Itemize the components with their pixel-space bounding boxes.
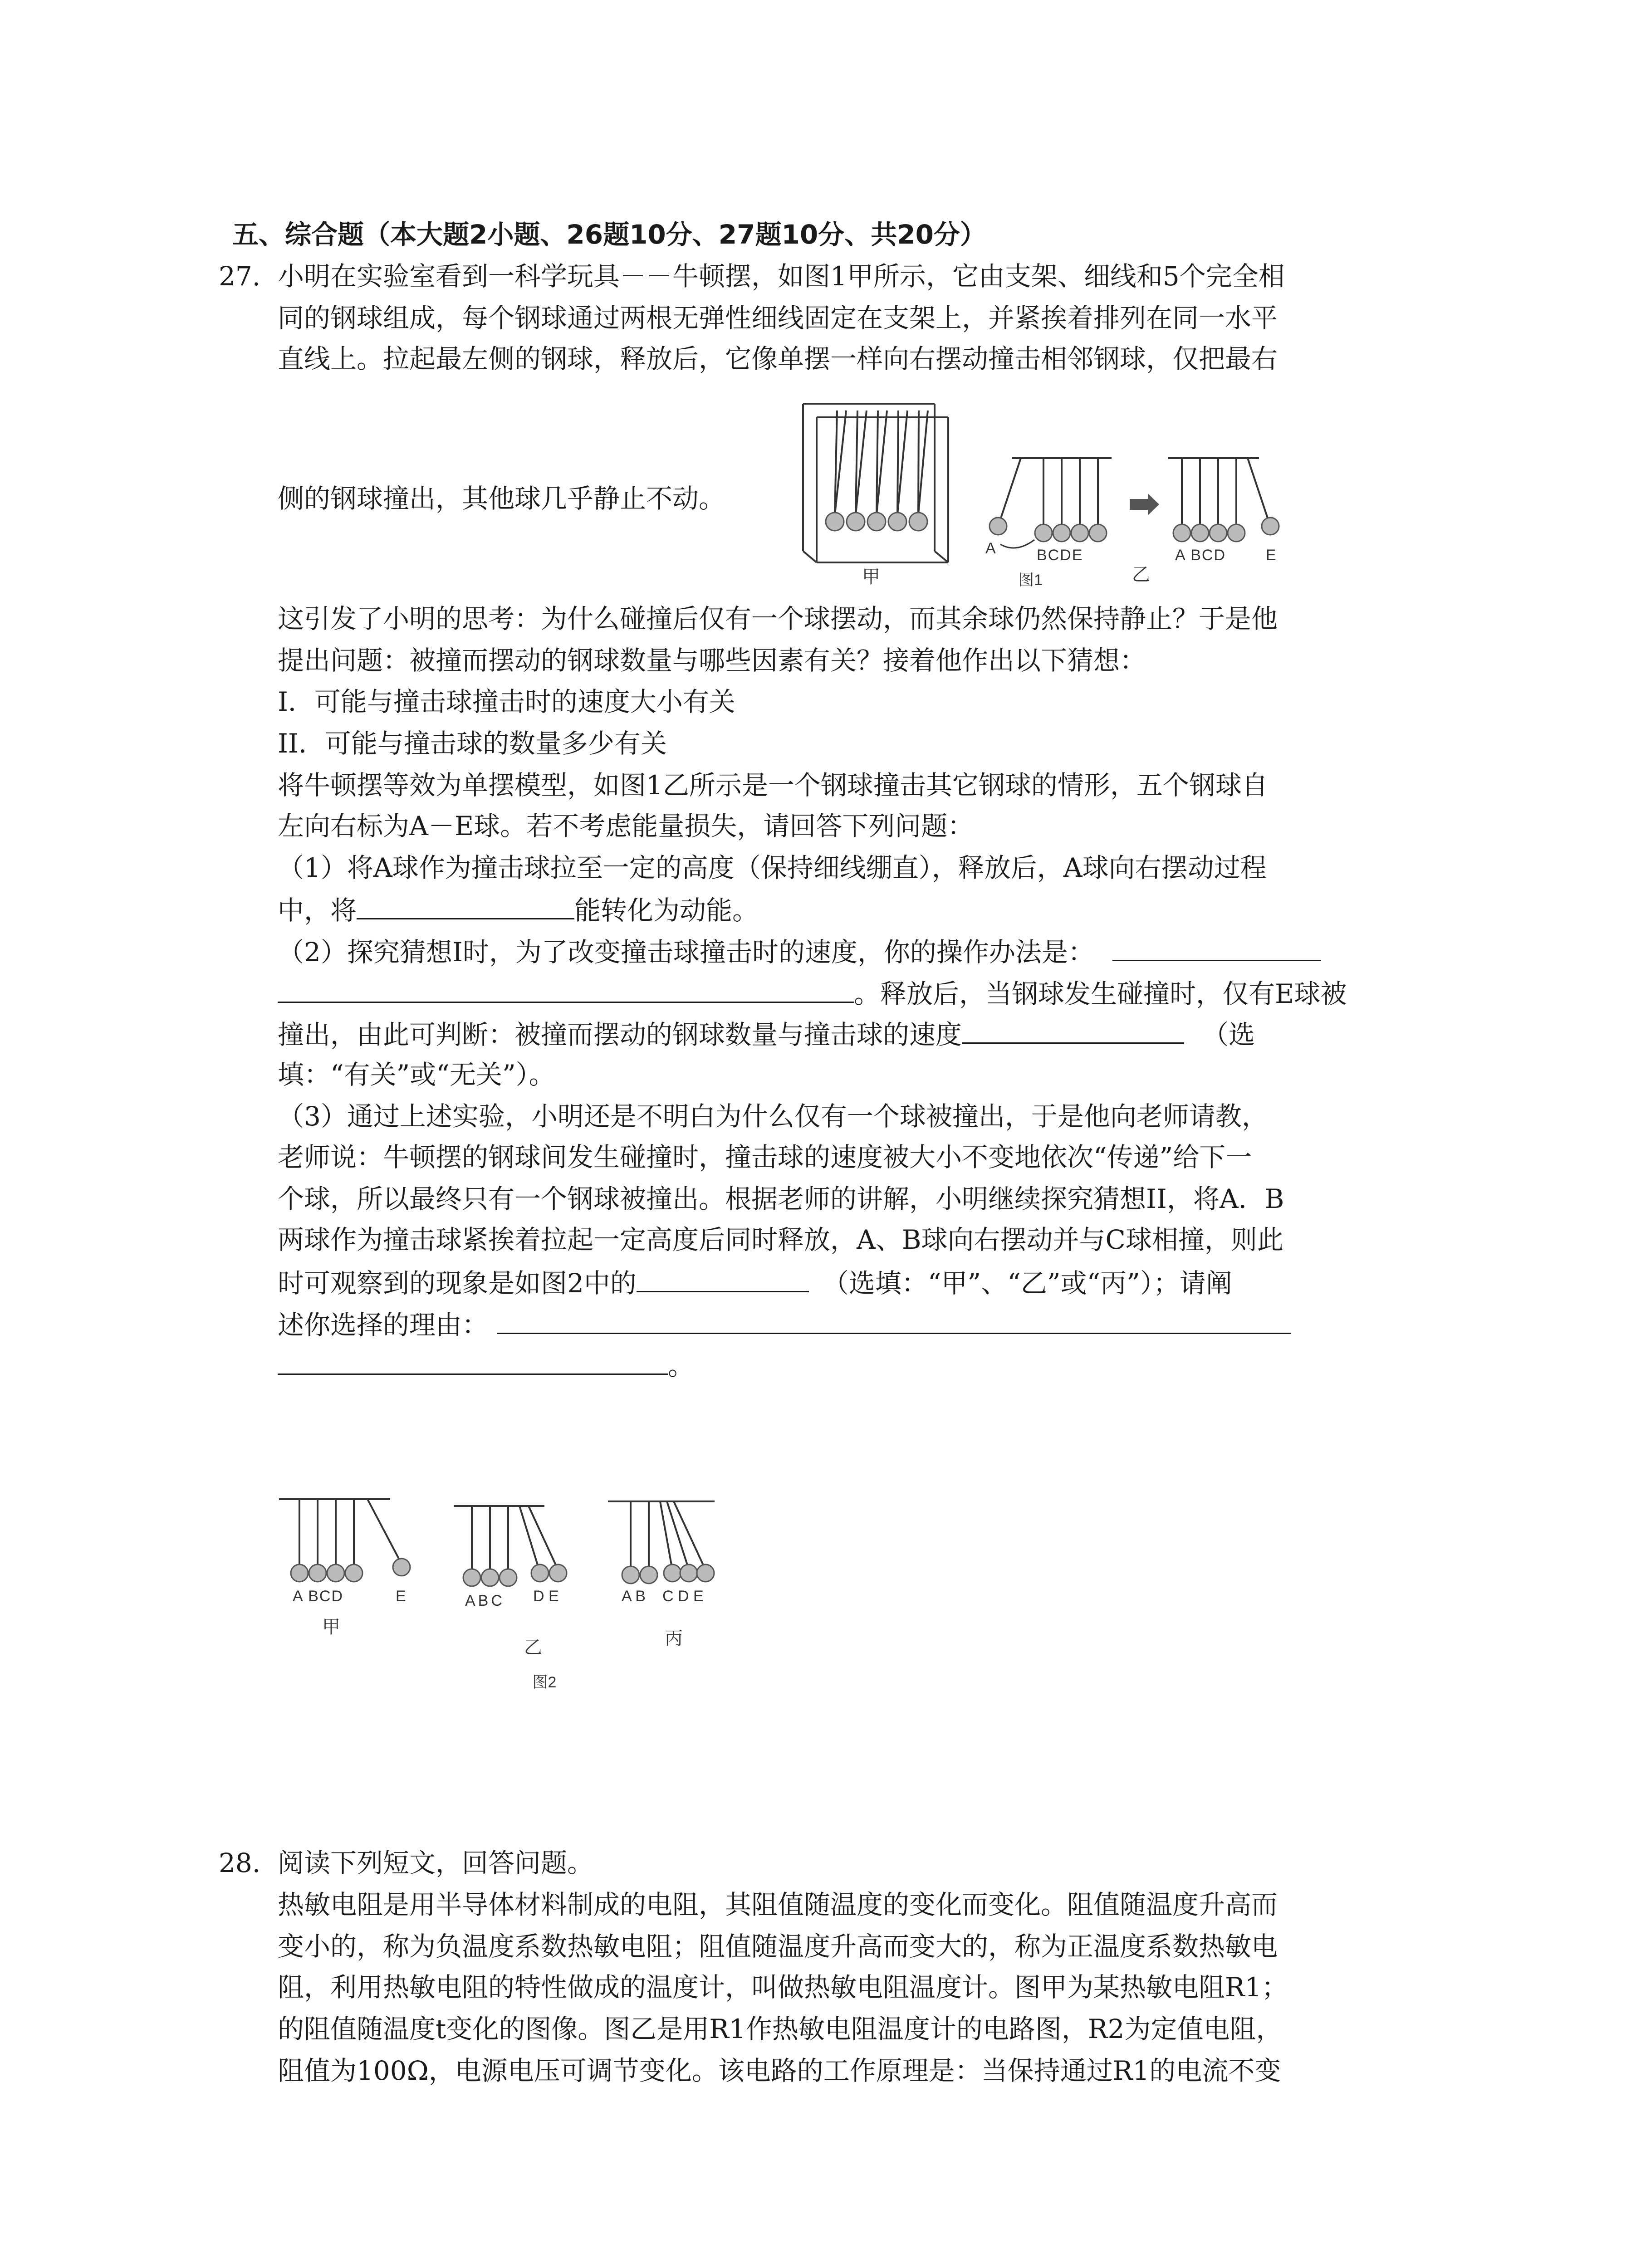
q27-answer-blank-2a[interactable] <box>1112 937 1321 961</box>
q27-answer-blank-3c[interactable] <box>278 1351 668 1375</box>
q27-part1-pre: 中，将 <box>278 895 357 926</box>
q27-part3-end: 。 <box>668 1350 695 1381</box>
q27-part2-post: 。释放后，当钢球发生碰撞时，仅有E球被 <box>854 978 1347 1009</box>
fig2-bing-title: 丙 <box>665 1628 683 1648</box>
q27-part3-line5 <box>278 1268 1232 1299</box>
q27-hypothesis-1: I．可能与撞击球撞击时的速度大小有关 <box>278 686 735 717</box>
q27-line-4: 侧的钢球撞出，其他球几乎静止不动。 <box>278 483 725 514</box>
q27-line-1: 小明在实验室看到一科学玩具－－牛顿摆，如图1甲所示，它由支架、细线和5个完全相 <box>278 261 1285 292</box>
q27-line-10: 左向右标为A－E球。若不考虑能量损失，请回答下列问题： <box>278 811 974 841</box>
fig1-jia-label: 甲 <box>862 567 880 587</box>
q28-intro: 阅读下列短文，回答问题。 <box>278 1848 594 1878</box>
q27-answer-blank-1[interactable] <box>357 895 574 919</box>
fig1-yi-right <box>1168 458 1268 526</box>
fig1-yi-right-balls <box>1173 518 1279 542</box>
q28-line-1: 热敏电阻是用半导体材料制成的电阻，其阻值随温度的变化而变化。阻值随温度升高而 <box>278 1889 1278 1920</box>
q27-part2-text: （2）探究猜想I时，为了改变撞击球撞击时的速度，你的操作办法是： <box>278 937 1094 968</box>
q27-part3-e-pre: 时可观察到的现象是如图2中的 <box>278 1268 637 1299</box>
q27-hypothesis-2: II．可能与撞击球的数量多少有关 <box>278 728 667 759</box>
fig2-yi-title: 乙 <box>524 1637 542 1657</box>
q27-line-9: 将牛顿摆等效为单摆模型，如图1乙所示是一个钢球撞击其它钢球的情形，五个钢球自 <box>278 770 1268 801</box>
q28-line-3: 阻，利用热敏电阻的特性做成的温度计，叫做热敏电阻温度计。图甲为某热敏电阻R1； <box>278 1972 1288 2003</box>
q27-part2-line3 <box>278 1020 1255 1048</box>
q27-part3-line6 <box>278 1310 1291 1338</box>
fig2-jia <box>279 1499 399 1565</box>
fig1-labels-bcde: BCDE <box>1037 547 1083 564</box>
q27-part2-line1 <box>278 937 1321 968</box>
q27-part2-line2 <box>278 979 1347 1007</box>
fig2-yi-de: D E <box>533 1588 559 1605</box>
q27-part2-line4: 填：“有关”或“无关”）。 <box>278 1059 555 1090</box>
fig2-jia-balls <box>291 1559 410 1582</box>
q27-part3-line4: 两球作为撞击球紧挨着拉起一定高度后同时释放，A、B球向右摆动并与C球相撞，则此 <box>278 1224 1283 1255</box>
fig1-yi-label: 乙 <box>1132 565 1150 585</box>
q27-part1-post: 能转化为动能。 <box>574 895 759 926</box>
fig1-jia-balls <box>826 513 927 531</box>
q27-part3-line1: （3）通过上述实验，小明还是不明白为什么仅有一个球被撞出，于是他向老师请教， <box>278 1101 1268 1132</box>
fig2-bing-balls <box>622 1564 714 1584</box>
fig2-yi-labels: ABC <box>465 1592 505 1609</box>
fig2-jia-title: 甲 <box>322 1617 340 1637</box>
q27-part3-line3: 个球，所以最终只有一个钢球被撞出。根据老师的讲解，小明继续探究猜想II，将A．B <box>278 1183 1284 1214</box>
q28-line-2: 变小的，称为负温度系数热敏电阻；阻值随温度升高而变大的，称为正温度系数热敏电 <box>278 1931 1278 1962</box>
figure-2 <box>272 1497 762 1696</box>
q27-part3-e-post: （选填：“甲”、“乙”或“丙”）；请阐 <box>822 1268 1232 1299</box>
q27-part2-c-post: （选 <box>1202 1019 1255 1050</box>
q27-number: 27. <box>219 261 261 292</box>
q28-number: 28. <box>219 1848 261 1878</box>
q28-line-5: 阻值为100Ω，电源电压可调节变化。该电路的工作原理是：当保持通过R1的电流不变 <box>278 2055 1281 2086</box>
fig2-yi-balls <box>463 1564 567 1586</box>
fig2-jia-labels: A BCD <box>293 1588 344 1605</box>
q27-answer-blank-3a[interactable] <box>637 1268 809 1292</box>
fig1-jia-cradle <box>803 404 948 562</box>
right-arrow-icon <box>1130 494 1159 515</box>
fig1-yi-left <box>1000 458 1112 526</box>
fig1-yi-left-balls <box>989 518 1107 542</box>
fig1-labels-abcd: A BCD <box>1175 547 1226 564</box>
q27-part1-line2 <box>278 895 759 924</box>
q27-line-2: 同的钢球组成，每个钢球通过两根无弹性细线固定在支架上，并紧挨着排列在同一水平 <box>278 303 1278 333</box>
q27-line-5: 这引发了小明的思考：为什么碰撞后仅有一个球摆动，而其余球仍然保持静止？于是他 <box>278 603 1278 634</box>
q27-line-3: 直线上。拉起最左侧的钢球，释放后，它像单摆一样向右摆动撞击相邻钢球，仅把最右 <box>278 343 1278 374</box>
q27-part3-line7 <box>278 1351 694 1379</box>
fig2-bing-ab: A B <box>622 1588 646 1605</box>
fig2-bing <box>608 1501 715 1567</box>
q27-answer-blank-2b[interactable] <box>278 979 854 1003</box>
q27-answer-blank-3b[interactable] <box>497 1310 1291 1334</box>
fig1-label-e: E <box>1266 547 1276 564</box>
q27-part2-c-pre: 撞出，由此可判断：被撞而摆动的钢球数量与撞击球的速度 <box>278 1019 962 1050</box>
fig2-bing-cde: C D E <box>662 1588 704 1605</box>
q27-part1-line1: （1）将A球作为撞击球拉至一定的高度（保持细线绷直），释放后，A球向右摆动过程 <box>278 852 1267 883</box>
fig2-jia-e: E <box>396 1588 406 1605</box>
q27-line-6: 提出问题：被撞而摆动的钢球数量与哪些因素有关？接着他作出以下猜想： <box>278 645 1146 676</box>
fig1-caption: 图1 <box>1019 572 1043 589</box>
q27-answer-blank-2c[interactable] <box>962 1020 1184 1044</box>
q27-part3-f: 述你选择的理由： <box>278 1310 489 1340</box>
fig2-yi <box>454 1506 556 1569</box>
q28-line-4: 的阻值随温度t变化的图像。图乙是用R1作热敏电阻温度计的电路图，R2为定值电阻， <box>278 2014 1283 2044</box>
q27-part3-line2: 老师说：牛顿摆的钢球间发生碰撞时，撞击球的速度被大小不变地依次“传递”给下一 <box>278 1142 1252 1173</box>
figure-1 <box>798 399 1334 594</box>
section-title: 五、综合题（本大题2小题、26题10分、27题10分、共20分） <box>232 219 986 250</box>
fig2-caption: 图2 <box>532 1674 557 1691</box>
fig1-label-a: A <box>985 540 996 557</box>
fig1-swing-arrow <box>1000 540 1034 548</box>
